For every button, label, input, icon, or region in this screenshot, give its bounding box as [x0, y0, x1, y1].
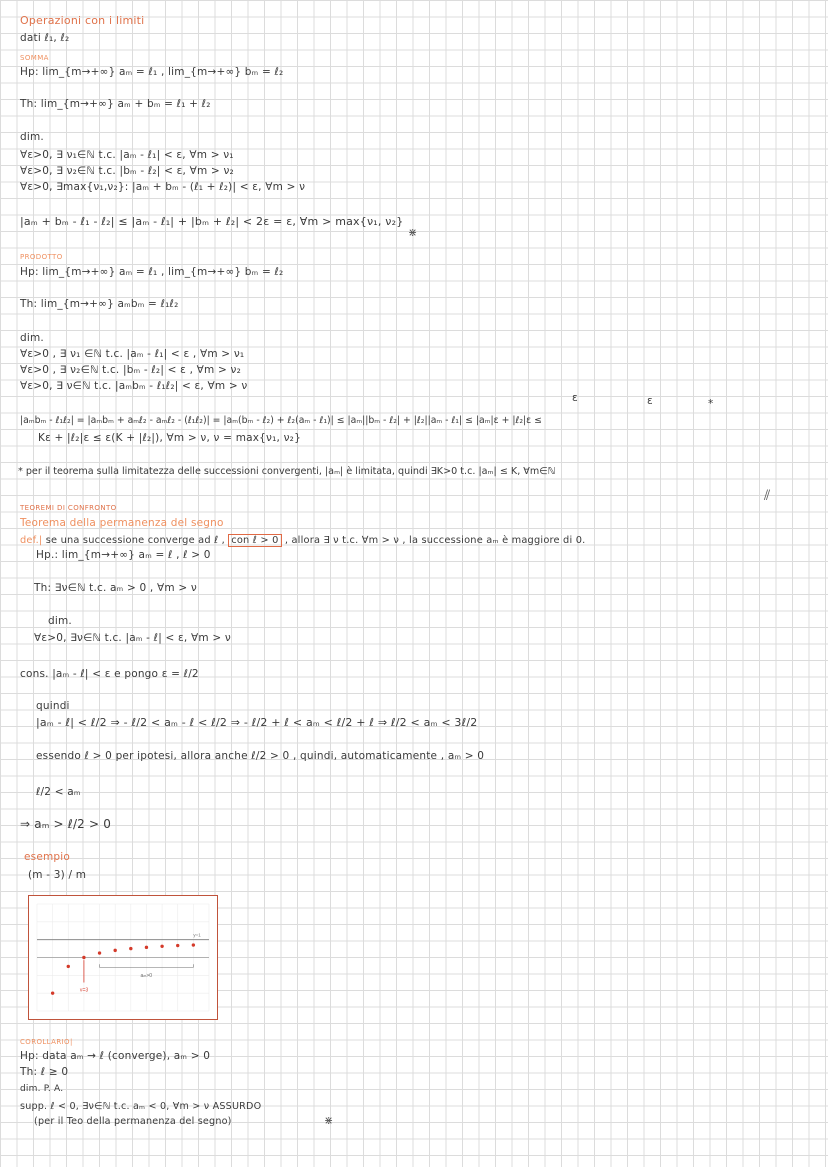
esempio-expr: (m - 3) / m [28, 869, 87, 881]
def-text-b: , allora ∃ ν t.c. ∀m > ν , la successione aₘ è maggiore di 0. [284, 535, 586, 546]
corollario-dim: dim. P. A. [20, 1084, 64, 1094]
corollario-label: COROLLARIO| [20, 1038, 73, 1046]
given-line: dati ℓ₁, ℓ₂ [20, 32, 70, 44]
chart-point [67, 965, 70, 968]
somma-line-3: ∀ε>0, ∃max{ν₁,ν₂}: |aₘ + bₘ - (ℓ₁ + ℓ₂)| < ε, ∀m > ν [20, 181, 306, 193]
confronto-label: TEOREMI DI CONFRONTO [20, 504, 117, 512]
chart-point [51, 991, 54, 994]
confronto-th: Th: ∃ν∈ℕ t.c. aₘ > 0 , ∀m > ν [34, 582, 197, 594]
prodotto-line-3: ∀ε>0, ∃ ν∈ℕ t.c. |aₘbₘ - ℓ₁ℓ₂| < ε, ∀m > ν [20, 380, 248, 392]
chart-point [192, 943, 195, 946]
somma-label: SOMMA [20, 54, 49, 62]
prodotto-hp: Hp: lim_{m→+∞} aₘ = ℓ₁ , lim_{m→+∞} bₘ = ℓ₂ [20, 266, 284, 278]
somma-line-2: ∀ε>0, ∃ ν₂∈ℕ t.c. |bₘ - ℓ₂| < ε, ∀m > ν₂ [20, 165, 234, 177]
confronto-step-1: ℓ/2 < aₘ [36, 786, 81, 798]
confronto-subtitle: Teorema della permanenza del segno [20, 517, 224, 529]
somma-inequality: |aₘ + bₘ - ℓ₁ - ℓ₂| ≤ |aₘ - ℓ₁| + |bₘ + ℓ₂| < 2ε = ε, ∀m > max{ν₁, ν₂} [20, 215, 404, 228]
prodotto-dim: dim. [20, 332, 44, 344]
confronto-dim-line: ∀ε>0, ∃ν∈ℕ t.c. |aₘ - ℓ| < ε, ∀m > ν [34, 632, 231, 644]
confronto-dim: dim. [48, 615, 72, 627]
corollario-per: (per il Teo della permanenza del segno) [34, 1116, 232, 1127]
corollario-hp: Hp: data aₘ → ℓ (converge), aₘ > 0 [20, 1050, 211, 1062]
chart-points [51, 943, 195, 995]
page-title: Operazioni con i limiti [20, 14, 145, 27]
somma-th: Th: lim_{m→+∞} aₘ + bₘ = ℓ₁ + ℓ₂ [20, 98, 211, 110]
chart-label-positive: aₘ>0 [140, 973, 153, 980]
end-mark-corollario: ⋇ [324, 1114, 334, 1127]
chart-point [82, 956, 85, 959]
end-mark-somma: ⋇ [408, 226, 418, 239]
prodotto-inequality-1: |aₘbₘ - ℓ₁ℓ₂| = |aₘbₘ + aₘℓ₂ - aₘℓ₂ - (ℓ₁ℓ₂)| = |aₘ(bₘ - ℓ₂) + ℓ₂(aₘ - ℓ₁)| ≤ |aₘ||bₘ - ℓ₂| + |ℓ₂||aₘ - ℓ₁| ≤ |aₘ|ε + |ℓ₂|ε ≤ [20, 415, 542, 426]
chart-label-asymptote: y=1 [193, 932, 201, 938]
confronto-step-2: ⇒ aₘ > ℓ/2 > 0 [20, 817, 112, 831]
confronto-chain: |aₘ - ℓ| < ℓ/2 ⇒ - ℓ/2 < aₘ - ℓ < ℓ/2 ⇒ - ℓ/2 + ℓ < aₘ < ℓ/2 + ℓ ⇒ ℓ/2 < aₘ < 3ℓ/2 [36, 716, 478, 729]
chart-point [145, 946, 148, 949]
prodotto-inequality-2: Kε + |ℓ₂|ε ≤ ε(K + |ℓ₂|), ∀m > ν, ν = max{ν₁, ν₂} [38, 432, 301, 444]
def-text-a: se una successione converge ad ℓ , [45, 535, 225, 546]
somma-line-1: ∀ε>0, ∃ ν₁∈ℕ t.c. |aₘ - ℓ₁| < ε, ∀m > ν₁ [20, 149, 234, 161]
corollario-th: Th: ℓ ≥ 0 [20, 1066, 69, 1078]
prodotto-line-1: ∀ε>0 , ∃ ν₁ ∈ℕ t.c. |aₘ - ℓ₁| < ε , ∀m > ν₁ [20, 348, 245, 360]
confronto-def [20, 534, 585, 547]
confronto-cons: cons. |aₘ - ℓ| < ε e pongo ε = ℓ/2 [20, 668, 199, 680]
def-label: def.| [20, 535, 43, 546]
epsilon-mark-2: ε [647, 395, 653, 407]
prodotto-label: PRODOTTO [20, 253, 63, 261]
chart-label-nu: ν=3 [79, 987, 89, 994]
chart-point [129, 947, 132, 950]
chart-point [98, 951, 101, 954]
chart-point [160, 945, 163, 948]
prodotto-line-2: ∀ε>0 , ∃ ν₂∈ℕ t.c. |bₘ - ℓ₂| < ε , ∀m > ν₂ [20, 364, 242, 376]
chart-point [113, 949, 116, 952]
epsilon-mark-1: ε [572, 392, 578, 404]
chart-point [176, 944, 179, 947]
somma-dim: dim. [20, 131, 44, 143]
confronto-hp: Hp.: lim_{m→+∞} aₘ = ℓ , ℓ > 0 [36, 549, 211, 561]
corollario-supp: supp. ℓ < 0, ∃ν∈ℕ t.c. aₘ < 0, ∀m > ν ASSURDO [20, 1101, 262, 1112]
example-chart [28, 895, 218, 1020]
confronto-essendo: essendo ℓ > 0 per ipotesi, allora anche ℓ/2 > 0 , quindi, automaticamente , aₘ > 0 [36, 750, 485, 762]
star-mark: * [708, 398, 714, 410]
chart-svg [29, 896, 217, 1019]
esempio-label: esempio [24, 851, 71, 863]
confronto-quindi: quindi [36, 700, 70, 712]
somma-hp: Hp: lim_{m→+∞} aₘ = ℓ₁ , lim_{m→+∞} bₘ = ℓ₂ [20, 66, 284, 78]
def-condition-box: con ℓ > 0 [228, 534, 281, 547]
end-mark-prodotto: ⫽ [764, 488, 771, 504]
prodotto-th: Th: lim_{m→+∞} aₘbₘ = ℓ₁ℓ₂ [20, 298, 179, 310]
prodotto-footnote: * per il teorema sulla limitatezza delle successioni convergenti, |aₘ| è limitata, quindi ∃K>0 t.c. |aₘ| ≤ K, ∀m∈ℕ [18, 466, 556, 477]
chart-annotations [80, 933, 201, 994]
